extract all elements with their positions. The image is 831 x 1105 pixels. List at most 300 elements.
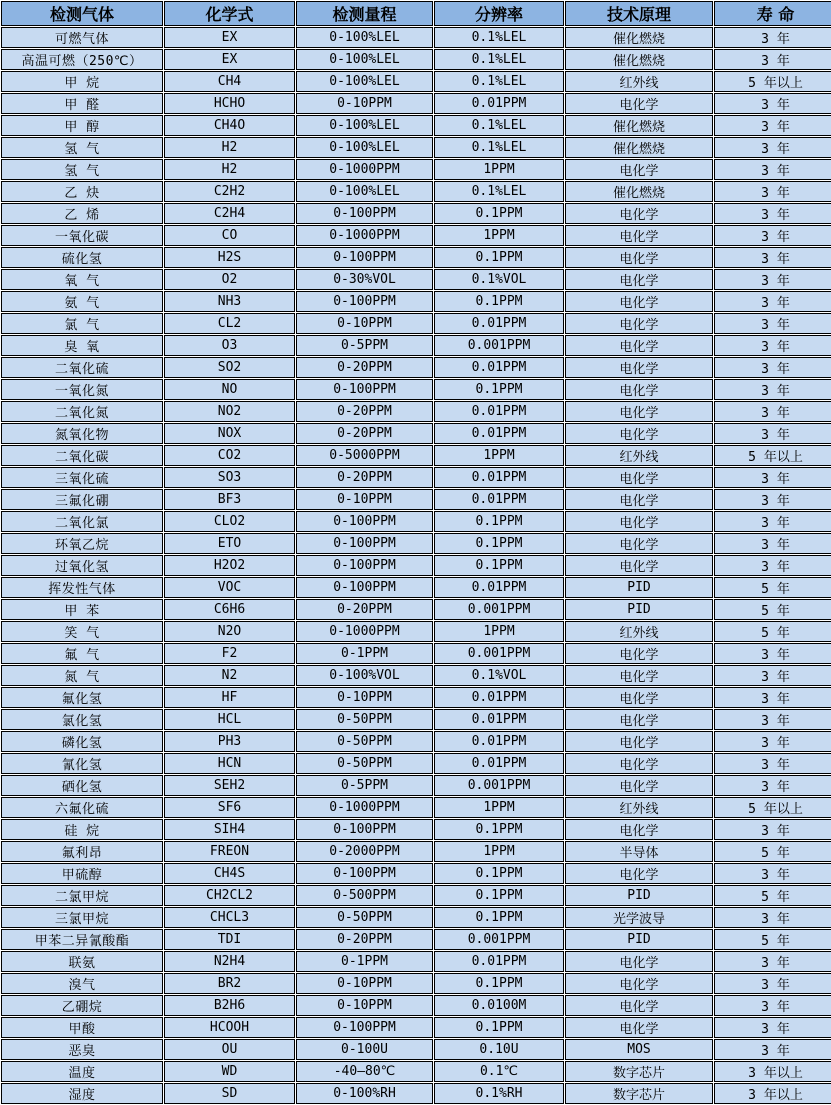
cell-formula: N2 bbox=[164, 665, 295, 686]
cell-principle: 催化燃烧 bbox=[565, 27, 713, 48]
cell-principle: 电化学 bbox=[565, 533, 713, 554]
cell-lifespan: 5 年 bbox=[714, 577, 831, 598]
cell-range: 0-20PPM bbox=[296, 599, 433, 620]
cell-lifespan: 3 年以上 bbox=[714, 1083, 831, 1104]
table-row bbox=[1, 885, 831, 906]
cell-gas: 氯化氢 bbox=[1, 709, 163, 730]
cell-lifespan: 3 年 bbox=[714, 291, 831, 312]
cell-gas: 氮 气 bbox=[1, 665, 163, 686]
cell-gas: 二氧化碳 bbox=[1, 445, 163, 466]
cell-resolution: 0.10U bbox=[434, 1039, 564, 1060]
table-row bbox=[1, 401, 831, 422]
cell-lifespan: 3 年 bbox=[714, 709, 831, 730]
cell-range: 0-1000PPM bbox=[296, 159, 433, 180]
cell-gas: 六氟化硫 bbox=[1, 797, 163, 818]
cell-range: 0-5PPM bbox=[296, 775, 433, 796]
table-row bbox=[1, 181, 831, 202]
cell-formula: F2 bbox=[164, 643, 295, 664]
cell-resolution: 0.1%LEL bbox=[434, 181, 564, 202]
cell-range: 0-100PPM bbox=[296, 247, 433, 268]
cell-resolution: 0.01PPM bbox=[434, 951, 564, 972]
cell-range: 0-10PPM bbox=[296, 93, 433, 114]
cell-resolution: 0.01PPM bbox=[434, 731, 564, 752]
cell-resolution: 0.0100M bbox=[434, 995, 564, 1016]
cell-principle: 数字芯片 bbox=[565, 1083, 713, 1104]
cell-range: 0-10PPM bbox=[296, 973, 433, 994]
cell-gas: 三氯甲烷 bbox=[1, 907, 163, 928]
cell-range: 0-100%LEL bbox=[296, 137, 433, 158]
cell-formula: SO2 bbox=[164, 357, 295, 378]
cell-resolution: 0.01PPM bbox=[434, 687, 564, 708]
cell-gas: 氧 气 bbox=[1, 269, 163, 290]
table-row bbox=[1, 951, 831, 972]
cell-formula: CH2CL2 bbox=[164, 885, 295, 906]
cell-lifespan: 3 年 bbox=[714, 423, 831, 444]
cell-formula: BR2 bbox=[164, 973, 295, 994]
cell-gas: 甲 苯 bbox=[1, 599, 163, 620]
cell-principle: PID bbox=[565, 929, 713, 950]
cell-range: 0-1000PPM bbox=[296, 225, 433, 246]
cell-lifespan: 5 年以上 bbox=[714, 445, 831, 466]
cell-lifespan: 3 年以上 bbox=[714, 1061, 831, 1082]
column-header-formula: 化学式 bbox=[164, 1, 295, 26]
cell-formula: SEH2 bbox=[164, 775, 295, 796]
table-row bbox=[1, 93, 831, 114]
cell-range: 0-1000PPM bbox=[296, 621, 433, 642]
cell-range: 0-100PPM bbox=[296, 863, 433, 884]
cell-resolution: 0.1%LEL bbox=[434, 137, 564, 158]
cell-resolution: 0.1%VOL bbox=[434, 665, 564, 686]
cell-lifespan: 5 年 bbox=[714, 841, 831, 862]
cell-gas: 可燃气体 bbox=[1, 27, 163, 48]
cell-gas: 过氧化氢 bbox=[1, 555, 163, 576]
cell-resolution: 0.1%LEL bbox=[434, 49, 564, 70]
cell-gas: 湿度 bbox=[1, 1083, 163, 1104]
cell-formula: FREON bbox=[164, 841, 295, 862]
cell-resolution: 1PPM bbox=[434, 445, 564, 466]
cell-resolution: 0.001PPM bbox=[434, 599, 564, 620]
column-header-resolution: 分辨率 bbox=[434, 1, 564, 26]
cell-principle: 电化学 bbox=[565, 775, 713, 796]
cell-lifespan: 3 年 bbox=[714, 467, 831, 488]
cell-gas: 硫化氢 bbox=[1, 247, 163, 268]
cell-principle: 数字芯片 bbox=[565, 1061, 713, 1082]
cell-gas: 氰化氢 bbox=[1, 753, 163, 774]
cell-principle: PID bbox=[565, 577, 713, 598]
cell-formula: EX bbox=[164, 27, 295, 48]
table-row bbox=[1, 995, 831, 1016]
cell-lifespan: 3 年 bbox=[714, 775, 831, 796]
cell-principle: 电化学 bbox=[565, 753, 713, 774]
cell-formula: CH4S bbox=[164, 863, 295, 884]
cell-formula: HF bbox=[164, 687, 295, 708]
table-row bbox=[1, 159, 831, 180]
cell-lifespan: 3 年 bbox=[714, 49, 831, 70]
table-row bbox=[1, 335, 831, 356]
table-row bbox=[1, 621, 831, 642]
cell-range: 0-100%LEL bbox=[296, 115, 433, 136]
cell-lifespan: 3 年 bbox=[714, 489, 831, 510]
column-header-range: 检测量程 bbox=[296, 1, 433, 26]
cell-gas: 溴气 bbox=[1, 973, 163, 994]
cell-resolution: 0.1PPM bbox=[434, 511, 564, 532]
cell-resolution: 0.01PPM bbox=[434, 423, 564, 444]
cell-lifespan: 3 年 bbox=[714, 643, 831, 664]
cell-range: 0-100PPM bbox=[296, 819, 433, 840]
cell-resolution: 0.1PPM bbox=[434, 533, 564, 554]
cell-resolution: 1PPM bbox=[434, 797, 564, 818]
table-row bbox=[1, 555, 831, 576]
cell-gas: 氮氧化物 bbox=[1, 423, 163, 444]
cell-principle: 电化学 bbox=[565, 291, 713, 312]
cell-range: 0-5PPM bbox=[296, 335, 433, 356]
table-row bbox=[1, 643, 831, 664]
cell-formula: B2H6 bbox=[164, 995, 295, 1016]
cell-range: 0-100%LEL bbox=[296, 71, 433, 92]
cell-principle: 电化学 bbox=[565, 423, 713, 444]
cell-gas: 一氧化碳 bbox=[1, 225, 163, 246]
table-row bbox=[1, 577, 831, 598]
cell-range: 0-100U bbox=[296, 1039, 433, 1060]
table-row bbox=[1, 313, 831, 334]
cell-principle: 电化学 bbox=[565, 93, 713, 114]
table-row bbox=[1, 357, 831, 378]
cell-formula: SIH4 bbox=[164, 819, 295, 840]
cell-gas: 硒化氢 bbox=[1, 775, 163, 796]
cell-gas: 氢 气 bbox=[1, 159, 163, 180]
cell-formula: HCN bbox=[164, 753, 295, 774]
cell-principle: 催化燃烧 bbox=[565, 137, 713, 158]
cell-formula: WD bbox=[164, 1061, 295, 1082]
cell-formula: CL2 bbox=[164, 313, 295, 334]
table-row bbox=[1, 137, 831, 158]
cell-principle: 电化学 bbox=[565, 269, 713, 290]
table-row bbox=[1, 929, 831, 950]
cell-resolution: 0.1%LEL bbox=[434, 115, 564, 136]
cell-range: 0-10PPM bbox=[296, 687, 433, 708]
cell-resolution: 0.01PPM bbox=[434, 467, 564, 488]
table-row bbox=[1, 511, 831, 532]
cell-principle: 电化学 bbox=[565, 467, 713, 488]
cell-range: 0-5000PPM bbox=[296, 445, 433, 466]
cell-principle: 催化燃烧 bbox=[565, 115, 713, 136]
table-row bbox=[1, 27, 831, 48]
cell-lifespan: 3 年 bbox=[714, 1017, 831, 1038]
cell-formula: NOX bbox=[164, 423, 295, 444]
column-header-principle: 技术原理 bbox=[565, 1, 713, 26]
cell-resolution: 0.01PPM bbox=[434, 93, 564, 114]
cell-range: 0-20PPM bbox=[296, 467, 433, 488]
cell-principle: 电化学 bbox=[565, 819, 713, 840]
cell-gas: 二氧化硫 bbox=[1, 357, 163, 378]
cell-formula: N2O bbox=[164, 621, 295, 642]
cell-principle: 电化学 bbox=[565, 973, 713, 994]
cell-formula: N2H4 bbox=[164, 951, 295, 972]
table-row bbox=[1, 1061, 831, 1082]
cell-resolution: 0.01PPM bbox=[434, 313, 564, 334]
cell-resolution: 0.1PPM bbox=[434, 819, 564, 840]
cell-principle: 电化学 bbox=[565, 1017, 713, 1038]
cell-lifespan: 3 年 bbox=[714, 93, 831, 114]
cell-resolution: 0.1PPM bbox=[434, 247, 564, 268]
cell-resolution: 0.1%VOL bbox=[434, 269, 564, 290]
cell-formula: VOC bbox=[164, 577, 295, 598]
cell-range: 0-1PPM bbox=[296, 643, 433, 664]
cell-resolution: 0.01PPM bbox=[434, 357, 564, 378]
cell-lifespan: 3 年 bbox=[714, 269, 831, 290]
cell-lifespan: 3 年 bbox=[714, 203, 831, 224]
cell-resolution: 0.1PPM bbox=[434, 555, 564, 576]
cell-resolution: 1PPM bbox=[434, 159, 564, 180]
cell-principle: 催化燃烧 bbox=[565, 49, 713, 70]
table-row bbox=[1, 71, 831, 92]
column-header-lifespan: 寿 命 bbox=[714, 1, 831, 26]
cell-gas: 甲硫醇 bbox=[1, 863, 163, 884]
cell-resolution: 0.1%RH bbox=[434, 1083, 564, 1104]
cell-gas: 乙硼烷 bbox=[1, 995, 163, 1016]
cell-resolution: 0.001PPM bbox=[434, 335, 564, 356]
cell-gas: 恶臭 bbox=[1, 1039, 163, 1060]
cell-formula: EX bbox=[164, 49, 295, 70]
cell-range: 0-20PPM bbox=[296, 357, 433, 378]
cell-formula: HCL bbox=[164, 709, 295, 730]
cell-lifespan: 3 年 bbox=[714, 313, 831, 334]
cell-range: 0-30%VOL bbox=[296, 269, 433, 290]
cell-formula: O2 bbox=[164, 269, 295, 290]
cell-gas: 氟化氢 bbox=[1, 687, 163, 708]
cell-range: 0-20PPM bbox=[296, 401, 433, 422]
cell-resolution: 0.1PPM bbox=[434, 885, 564, 906]
cell-lifespan: 3 年 bbox=[714, 247, 831, 268]
table-row bbox=[1, 467, 831, 488]
cell-gas: 甲酸 bbox=[1, 1017, 163, 1038]
cell-range: 0-100PPM bbox=[296, 577, 433, 598]
cell-formula: HCHO bbox=[164, 93, 295, 114]
cell-gas: 硅 烷 bbox=[1, 819, 163, 840]
cell-gas: 乙 炔 bbox=[1, 181, 163, 202]
table-row bbox=[1, 973, 831, 994]
table-row bbox=[1, 775, 831, 796]
cell-resolution: 0.001PPM bbox=[434, 775, 564, 796]
table-row bbox=[1, 753, 831, 774]
cell-range: 0-100%RH bbox=[296, 1083, 433, 1104]
cell-lifespan: 3 年 bbox=[714, 357, 831, 378]
cell-resolution: 0.1%LEL bbox=[434, 71, 564, 92]
cell-formula: TDI bbox=[164, 929, 295, 950]
cell-principle: 红外线 bbox=[565, 71, 713, 92]
cell-principle: 电化学 bbox=[565, 313, 713, 334]
cell-principle: 电化学 bbox=[565, 731, 713, 752]
cell-principle: MOS bbox=[565, 1039, 713, 1060]
cell-gas: 臭 氧 bbox=[1, 335, 163, 356]
cell-lifespan: 5 年 bbox=[714, 621, 831, 642]
table-row bbox=[1, 247, 831, 268]
cell-formula: SF6 bbox=[164, 797, 295, 818]
cell-principle: 光学波导 bbox=[565, 907, 713, 928]
table-row bbox=[1, 489, 831, 510]
header-row bbox=[1, 1, 831, 26]
cell-lifespan: 3 年 bbox=[714, 995, 831, 1016]
cell-formula: O3 bbox=[164, 335, 295, 356]
cell-range: 0-100PPM bbox=[296, 1017, 433, 1038]
cell-range: 0-100%LEL bbox=[296, 181, 433, 202]
cell-range: 0-100PPM bbox=[296, 379, 433, 400]
cell-principle: 电化学 bbox=[565, 357, 713, 378]
cell-range: 0-10PPM bbox=[296, 995, 433, 1016]
cell-principle: 催化燃烧 bbox=[565, 181, 713, 202]
table-row bbox=[1, 841, 831, 862]
cell-resolution: 0.1PPM bbox=[434, 203, 564, 224]
cell-range: 0-20PPM bbox=[296, 423, 433, 444]
cell-gas: 乙 烯 bbox=[1, 203, 163, 224]
table-row bbox=[1, 49, 831, 70]
cell-gas: 三氟化硼 bbox=[1, 489, 163, 510]
cell-lifespan: 3 年 bbox=[714, 225, 831, 246]
cell-resolution: 0.1PPM bbox=[434, 291, 564, 312]
cell-formula: CO bbox=[164, 225, 295, 246]
cell-resolution: 1PPM bbox=[434, 841, 564, 862]
cell-resolution: 0.1PPM bbox=[434, 863, 564, 884]
cell-range: 0-1PPM bbox=[296, 951, 433, 972]
table-row bbox=[1, 445, 831, 466]
cell-lifespan: 5 年 bbox=[714, 885, 831, 906]
cell-gas: 三氧化硫 bbox=[1, 467, 163, 488]
cell-gas: 高温可燃（250℃） bbox=[1, 49, 163, 70]
cell-gas: 联氨 bbox=[1, 951, 163, 972]
cell-gas: 环氧乙烷 bbox=[1, 533, 163, 554]
cell-lifespan: 3 年 bbox=[714, 555, 831, 576]
cell-resolution: 0.01PPM bbox=[434, 577, 564, 598]
cell-range: 0-100%LEL bbox=[296, 27, 433, 48]
cell-formula: C2H2 bbox=[164, 181, 295, 202]
cell-lifespan: 3 年 bbox=[714, 27, 831, 48]
cell-principle: PID bbox=[565, 599, 713, 620]
cell-formula: OU bbox=[164, 1039, 295, 1060]
cell-formula: H2 bbox=[164, 159, 295, 180]
cell-range: 0-50PPM bbox=[296, 731, 433, 752]
cell-lifespan: 3 年 bbox=[714, 379, 831, 400]
cell-lifespan: 3 年 bbox=[714, 731, 831, 752]
cell-lifespan: 3 年 bbox=[714, 687, 831, 708]
cell-range: 0-50PPM bbox=[296, 753, 433, 774]
table-row bbox=[1, 1017, 831, 1038]
cell-resolution: 0.001PPM bbox=[434, 643, 564, 664]
cell-principle: 红外线 bbox=[565, 445, 713, 466]
cell-principle: PID bbox=[565, 885, 713, 906]
cell-resolution: 0.1PPM bbox=[434, 379, 564, 400]
cell-resolution: 0.1PPM bbox=[434, 973, 564, 994]
table-row bbox=[1, 687, 831, 708]
table-row bbox=[1, 1039, 831, 1060]
cell-gas: 温度 bbox=[1, 1061, 163, 1082]
cell-lifespan: 3 年 bbox=[714, 1039, 831, 1060]
table-row bbox=[1, 291, 831, 312]
cell-lifespan: 3 年 bbox=[714, 115, 831, 136]
cell-principle: 半导体 bbox=[565, 841, 713, 862]
cell-gas: 甲 醇 bbox=[1, 115, 163, 136]
cell-gas: 氢 气 bbox=[1, 137, 163, 158]
table-row bbox=[1, 731, 831, 752]
cell-lifespan: 5 年 bbox=[714, 599, 831, 620]
cell-resolution: 0.1%LEL bbox=[434, 27, 564, 48]
cell-lifespan: 3 年 bbox=[714, 181, 831, 202]
cell-formula: PH3 bbox=[164, 731, 295, 752]
cell-resolution: 0.01PPM bbox=[434, 401, 564, 422]
cell-formula: H2S bbox=[164, 247, 295, 268]
cell-lifespan: 3 年 bbox=[714, 533, 831, 554]
cell-gas: 甲 醛 bbox=[1, 93, 163, 114]
cell-principle: 电化学 bbox=[565, 335, 713, 356]
cell-lifespan: 3 年 bbox=[714, 907, 831, 928]
cell-gas: 氟 气 bbox=[1, 643, 163, 664]
cell-formula: CH4 bbox=[164, 71, 295, 92]
cell-formula: CHCL3 bbox=[164, 907, 295, 928]
cell-principle: 电化学 bbox=[565, 995, 713, 1016]
cell-formula: C6H6 bbox=[164, 599, 295, 620]
cell-range: 0-20PPM bbox=[296, 929, 433, 950]
cell-resolution: 0.1PPM bbox=[434, 907, 564, 928]
table-row bbox=[1, 665, 831, 686]
cell-principle: 红外线 bbox=[565, 797, 713, 818]
cell-range: 0-1000PPM bbox=[296, 797, 433, 818]
cell-lifespan: 3 年 bbox=[714, 951, 831, 972]
cell-formula: C2H4 bbox=[164, 203, 295, 224]
cell-gas: 二氯甲烷 bbox=[1, 885, 163, 906]
cell-range: 0-50PPM bbox=[296, 709, 433, 730]
table-row bbox=[1, 203, 831, 224]
cell-principle: 电化学 bbox=[565, 643, 713, 664]
cell-lifespan: 3 年 bbox=[714, 819, 831, 840]
cell-formula: NO bbox=[164, 379, 295, 400]
cell-gas: 甲 烷 bbox=[1, 71, 163, 92]
table-row bbox=[1, 863, 831, 884]
cell-principle: 电化学 bbox=[565, 951, 713, 972]
cell-lifespan: 5 年 bbox=[714, 929, 831, 950]
cell-range: 0-500PPM bbox=[296, 885, 433, 906]
cell-formula: CLO2 bbox=[164, 511, 295, 532]
cell-range: 0-100PPM bbox=[296, 511, 433, 532]
table-row bbox=[1, 225, 831, 246]
cell-range: 0-100PPM bbox=[296, 291, 433, 312]
cell-gas: 甲苯二异氰酸酯 bbox=[1, 929, 163, 950]
cell-principle: 红外线 bbox=[565, 621, 713, 642]
cell-formula: ETO bbox=[164, 533, 295, 554]
cell-formula: HCOOH bbox=[164, 1017, 295, 1038]
cell-formula: H2 bbox=[164, 137, 295, 158]
cell-resolution: 0.01PPM bbox=[434, 753, 564, 774]
cell-lifespan: 3 年 bbox=[714, 401, 831, 422]
table-row bbox=[1, 115, 831, 136]
cell-lifespan: 3 年 bbox=[714, 973, 831, 994]
cell-formula: H2O2 bbox=[164, 555, 295, 576]
cell-formula: NO2 bbox=[164, 401, 295, 422]
cell-lifespan: 3 年 bbox=[714, 863, 831, 884]
cell-range: 0-100PPM bbox=[296, 203, 433, 224]
table-row bbox=[1, 709, 831, 730]
table-row bbox=[1, 599, 831, 620]
cell-principle: 电化学 bbox=[565, 225, 713, 246]
cell-principle: 电化学 bbox=[565, 203, 713, 224]
cell-gas: 挥发性气体 bbox=[1, 577, 163, 598]
cell-gas: 氯 气 bbox=[1, 313, 163, 334]
table-row bbox=[1, 907, 831, 928]
cell-principle: 电化学 bbox=[565, 555, 713, 576]
cell-principle: 电化学 bbox=[565, 247, 713, 268]
cell-gas: 二氧化氯 bbox=[1, 511, 163, 532]
cell-lifespan: 5 年以上 bbox=[714, 71, 831, 92]
cell-principle: 电化学 bbox=[565, 159, 713, 180]
cell-resolution: 1PPM bbox=[434, 621, 564, 642]
